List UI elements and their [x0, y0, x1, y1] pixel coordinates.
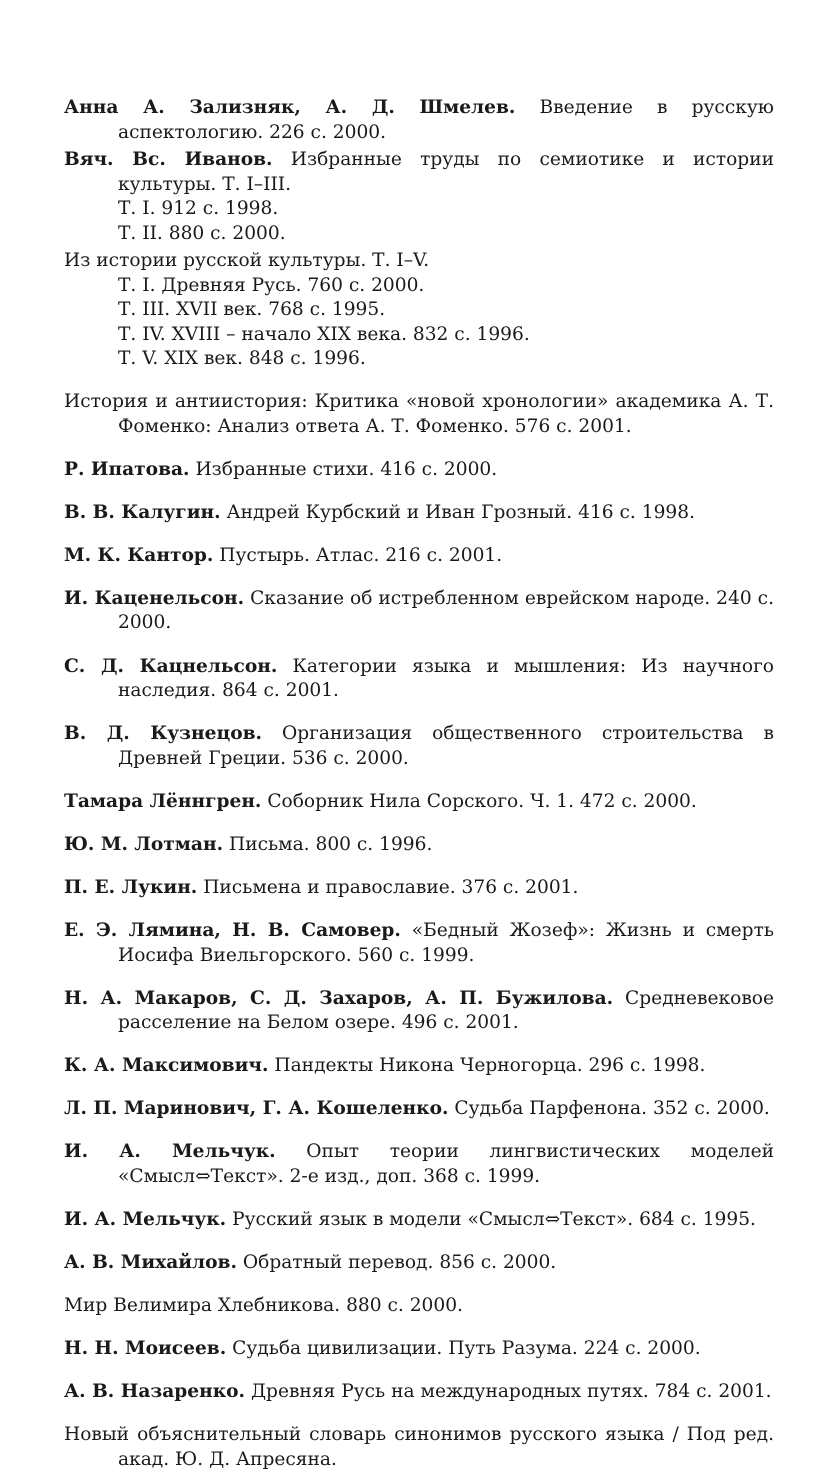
entry-text: Андрей Курбский и Иван Грозный. 416 с. 1998. — [220, 501, 695, 523]
list-item — [64, 1251, 774, 1276]
entry-author: Л. П. Маринович, Г. А. Кошеленко. — [64, 1098, 449, 1120]
list-item — [64, 249, 774, 372]
volume-line: Т. I. Древняя Русь. 760 с. 2000. — [118, 274, 425, 296]
list-item — [64, 1208, 774, 1233]
entry-text: Избранные труды по семиотике и истории культуры. Т. I–III. — [118, 149, 774, 195]
entry-heading — [64, 249, 774, 274]
entry-text: Письмена и православие. 376 с. 2001. — [197, 876, 579, 898]
entry-text: Пустырь. Атлас. 216 с. 2001. — [213, 544, 503, 566]
entry-text: Организация общественного строительства в Древней Греции. 536 с. 2000. — [118, 723, 774, 769]
entry-author: Анна А. Зализняк, А. Д. Шмелев. — [64, 97, 516, 118]
list-item — [64, 987, 774, 1036]
entry-author: И. А. Мельчук. — [64, 1141, 276, 1163]
entry-author: В. Д. Кузнецов. — [64, 723, 262, 745]
list-item — [64, 1423, 774, 1472]
entry-text: Судьба Парфенона. 352 с. 2000. — [448, 1098, 770, 1120]
list-item — [64, 544, 774, 569]
entry-author: А. В. Михайлов. — [64, 1252, 237, 1274]
entry-author: М. К. Кантор. — [64, 544, 214, 566]
entry-text: Средневековое расселение на Белом озере. 496 с. 2001. — [118, 987, 774, 1034]
list-item — [64, 501, 774, 526]
entry-text: Опыт теории лингвистических моделей «Смысл⇔Текст». 2-е изд., доп. 368 с. 1999. — [118, 1141, 774, 1187]
entry-text: Соборник Нила Сорского. Ч. 1. 472 с. 2000. — [261, 790, 697, 812]
entry-author: Н. Н. Моисеев. — [64, 1338, 227, 1360]
entry-text: Из истории русской культуры. Т. I–V. — [64, 250, 430, 271]
entry-author: С. Д. Кацнельсон. — [64, 655, 278, 677]
entry-text: Введение в русскую аспектологию. 226 с. 2000. — [118, 97, 774, 143]
entry-author: Тамара Лённгрен. — [64, 790, 262, 812]
entry-author: Ю. М. Лотман. — [64, 833, 224, 855]
entry-text: Русский язык в модели «Смысл⇔Текст». 684 с. 1995. — [226, 1209, 756, 1230]
volume-line: Т. IV. XVIII – начало XIX века. 832 с. 1996. — [118, 323, 530, 345]
volume-line: Т. I. 912 с. 1998. — [118, 198, 279, 219]
list-item — [64, 1380, 774, 1405]
list-item — [64, 1337, 774, 1362]
list-item — [64, 722, 774, 771]
list-item — [64, 655, 774, 704]
entry-text: «Бедный Жозеф»: Жизнь и смерть Иосифа Виельгорского. 560 с. 1999. — [118, 920, 774, 966]
entry-text: Мир Велимира Хлебникова. 880 с. 2000. — [64, 1295, 463, 1317]
entry-text: Обратный перевод. 856 с. 2000. — [236, 1252, 557, 1274]
entry-text: Письма. 800 с. 1996. — [223, 833, 433, 855]
entry-text: Сказание об истребленном еврейском народе. 240 с. 2000. — [118, 587, 774, 634]
entry-author: И. Каценельсон. — [64, 587, 245, 609]
volume-line: Т. V. XIX век. 848 с. 1996. — [118, 348, 366, 369]
list-item — [64, 876, 774, 901]
list-item — [64, 458, 774, 483]
volume-line: Т. II. 880 с. 2000. — [118, 222, 286, 244]
entry-text: Пандекты Никона Черногорца. 296 с. 1998. — [268, 1055, 706, 1077]
volume-line: Т. III. XVII век. 768 с. 1995. — [118, 299, 386, 320]
list-item — [64, 833, 774, 858]
list-item — [64, 790, 774, 815]
bibliography-list — [64, 96, 774, 1475]
list-item — [64, 1054, 774, 1079]
entry-heading — [64, 148, 774, 197]
list-item — [64, 1140, 774, 1189]
entry-author: Р. Ипатова. — [64, 458, 190, 480]
entry-author: К. А. Максимович. — [64, 1055, 269, 1077]
list-item — [64, 919, 774, 968]
entry-author: А. В. Назаренко. — [64, 1381, 246, 1403]
entry-author: В. В. Калугин. — [64, 501, 221, 523]
list-item — [64, 1294, 774, 1319]
entry-author: Е. Э. Лямина, Н. В. Самовер. — [64, 920, 401, 942]
list-item — [64, 148, 774, 246]
entry-author: Вяч. Вс. Иванов. — [64, 149, 273, 170]
entry-text: Новый объяснительный словарь синонимов русского языка / Под ред. акад. Ю. Д. Апресяна. — [64, 1424, 774, 1470]
entry-author: И. А. Мельчук. — [64, 1209, 227, 1230]
entry-text: Судьба цивилизации. Путь Разума. 224 с. 2000. — [226, 1338, 701, 1360]
list-item — [64, 1097, 774, 1122]
entry-author: П. Е. Лукин. — [64, 876, 198, 898]
entry-text: Категории языка и мышления: Из научного наследия. 864 с. 2001. — [118, 655, 775, 702]
list-item — [64, 96, 774, 145]
entry-text: Древняя Русь на международных путях. 784 с. 2001. — [245, 1381, 772, 1403]
entry-text: Избранные стихи. 416 с. 2000. — [189, 458, 498, 480]
entry-text: История и антиистория: Критика «новой хронологии» академика А. Т. Фоменко: Анализ ответа А. Т. Фоменко. 576 с. 2001. — [64, 391, 774, 437]
entry-author: Н. А. Макаров, С. Д. Захаров, А. П. Бужилова. — [64, 987, 614, 1009]
list-item — [64, 390, 774, 439]
list-item — [64, 587, 774, 636]
